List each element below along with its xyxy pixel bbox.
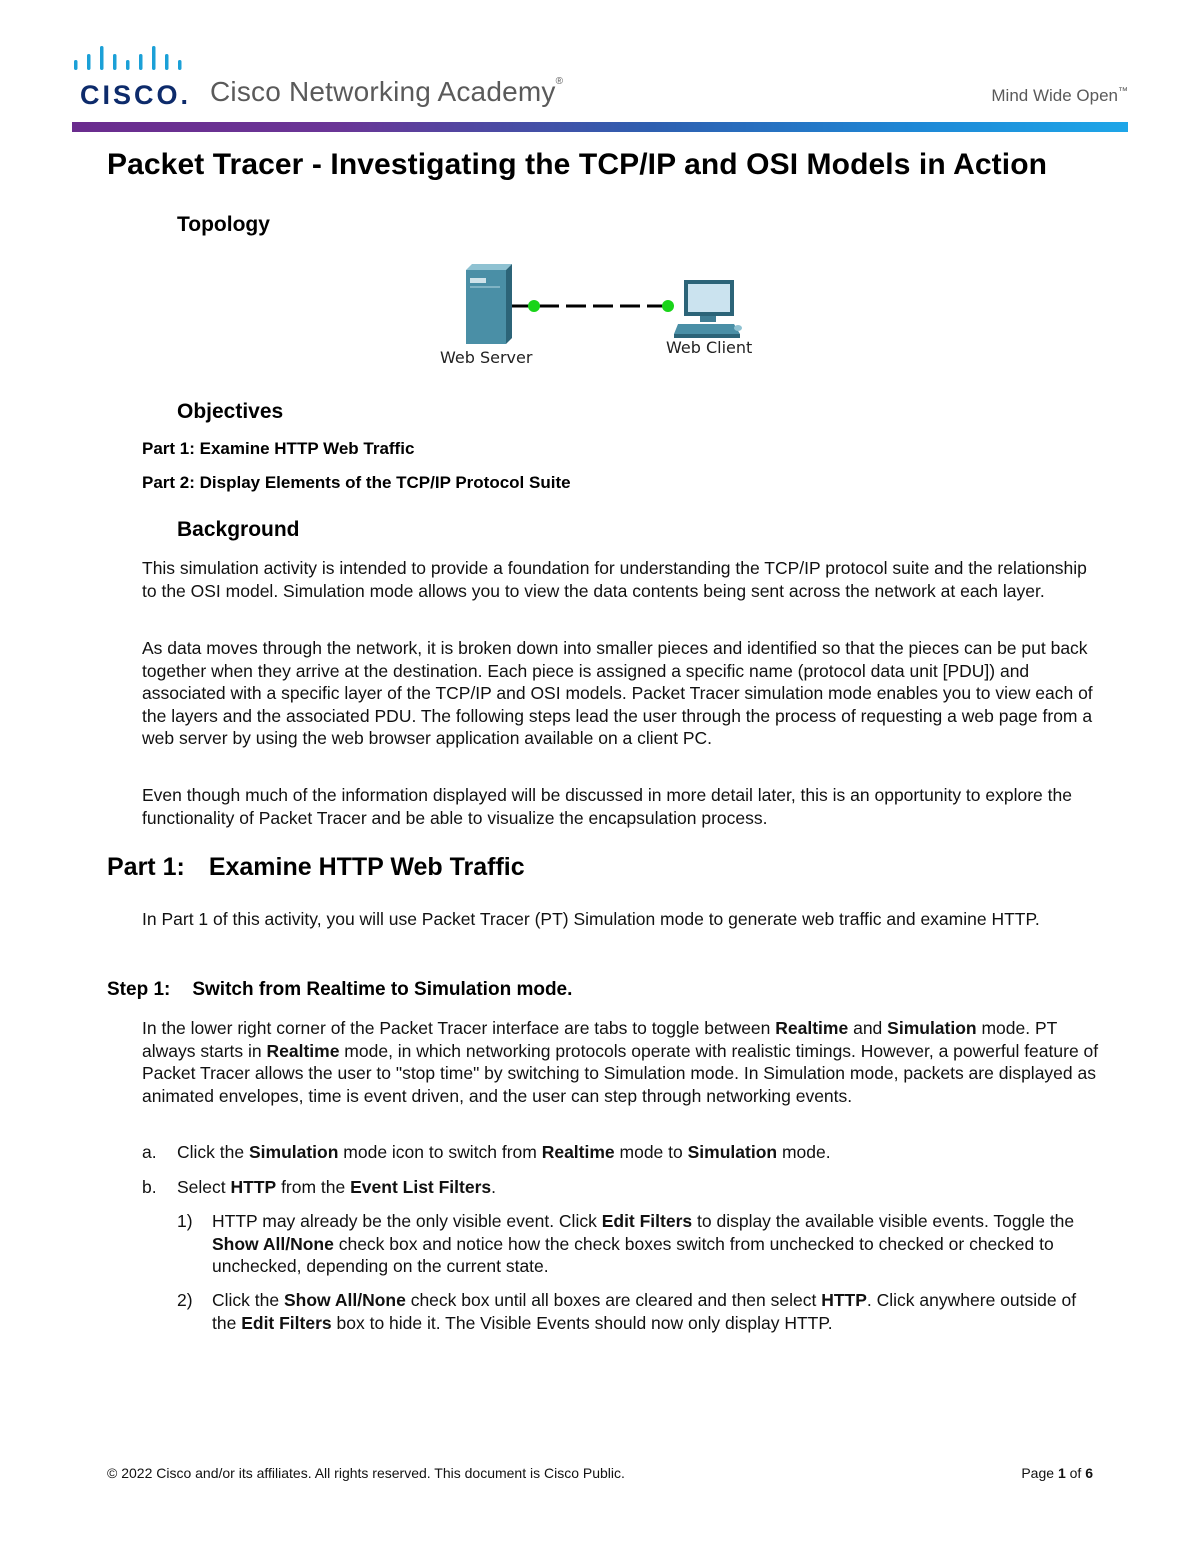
tagline: Mind Wide Open™ <box>991 86 1128 105</box>
footer-page-number: Page 1 of 6 <box>1021 1465 1093 1481</box>
cisco-wordmark: CISCO. <box>80 80 192 110</box>
step1-paragraph: In the lower right corner of the Packet Tracer interface are tabs to toggle between Realtime and Simulation mode. PT always starts in Realtime mode, in which networking protocols operate with realistic timings. However, a powerful feature of Packet Tracer allows the user to "stop time" by switching to Simulation mode. In Simulation mode, packets are displayed as animated envelopes, time is event driven, and the user can step through networking events. <box>142 1018 1099 1106</box>
web-client-label: Web Client <box>666 338 753 357</box>
part1-intro: In Part 1 of this activity, you will use Packet Tracer (PT) Simulation mode to generate web traffic and examine HTTP. <box>142 909 1040 929</box>
document-title: Packet Tracer - Investigating the TCP/IP and OSI Models in Action <box>107 148 1048 181</box>
list-text: Select HTTP from the Event List Filters. <box>177 1177 497 1197</box>
academy-name: Cisco Networking Academy® <box>210 76 564 107</box>
objective-item: Part 2: Display Elements of the TCP/IP Protocol Suite <box>142 473 571 492</box>
list-marker: a. <box>142 1142 157 1162</box>
objectives-heading: Objectives <box>177 400 284 423</box>
pc-icon <box>674 280 742 338</box>
list-text: Click the Show All/None check box until all boxes are cleared and then select HTTP. Click anywhere outside of the Edit Filters box to hide it. The Visible Events should now only display HTTP. <box>212 1290 1077 1333</box>
objective-item: Part 1: Examine HTTP Web Traffic <box>142 439 415 458</box>
background-paragraph: This simulation activity is intended to provide a foundation for understanding the TCP/IP protocol suite and the relationship to the OSI model. Simulation mode allows you to view the data contents being sent across the network at each layer. <box>142 558 1087 601</box>
list-text: Click the Simulation mode icon to switch from Realtime mode to Simulation mode. <box>177 1142 831 1162</box>
topology-diagram <box>430 258 770 378</box>
background-paragraph: Even though much of the information displayed will be discussed in more detail later, this is an opportunity to explore the functionality of Packet Tracer and be able to visualize the encapsulation process. <box>142 785 1072 828</box>
footer-copyright: © 2022 Cisco and/or its affiliates. All rights reserved. This document is Cisco Public. <box>107 1465 625 1481</box>
cisco-logo-icon <box>72 46 184 78</box>
server-icon <box>466 264 512 344</box>
part1-heading: Part 1: Examine HTTP Web Traffic <box>107 853 525 881</box>
list-marker: 2) <box>177 1290 193 1310</box>
list-marker: b. <box>142 1177 157 1197</box>
header-gradient-bar <box>72 122 1128 132</box>
web-server-label: Web Server <box>440 348 533 367</box>
list-marker: 1) <box>177 1211 193 1231</box>
list-text: HTTP may already be the only visible event. Click Edit Filters to display the available visible events. Toggle the Show All/None check box and notice how the check boxes switch from unchecked to checked or checked to unchecked, depending on the current state. <box>212 1211 1075 1276</box>
background-paragraph: As data moves through the network, it is broken down into smaller pieces and identified so that the pieces can be put back together when they arrive at the destination. Each piece is assigned a specific name (protocol data unit [PDU]) and associated with a specific layer of the TCP/IP and OSI models. Packet Tracer simulation mode enables you to view each of the layers and the associated PDU. The following steps lead the user through the process of requesting a web page from a web server by using the web browser application available on a client PC. <box>142 638 1093 748</box>
page-header <box>72 40 1128 135</box>
step1-heading: Step 1: Switch from Realtime to Simulation mode. <box>107 979 573 1000</box>
background-heading: Background <box>177 518 300 541</box>
topology-heading: Topology <box>177 213 270 236</box>
